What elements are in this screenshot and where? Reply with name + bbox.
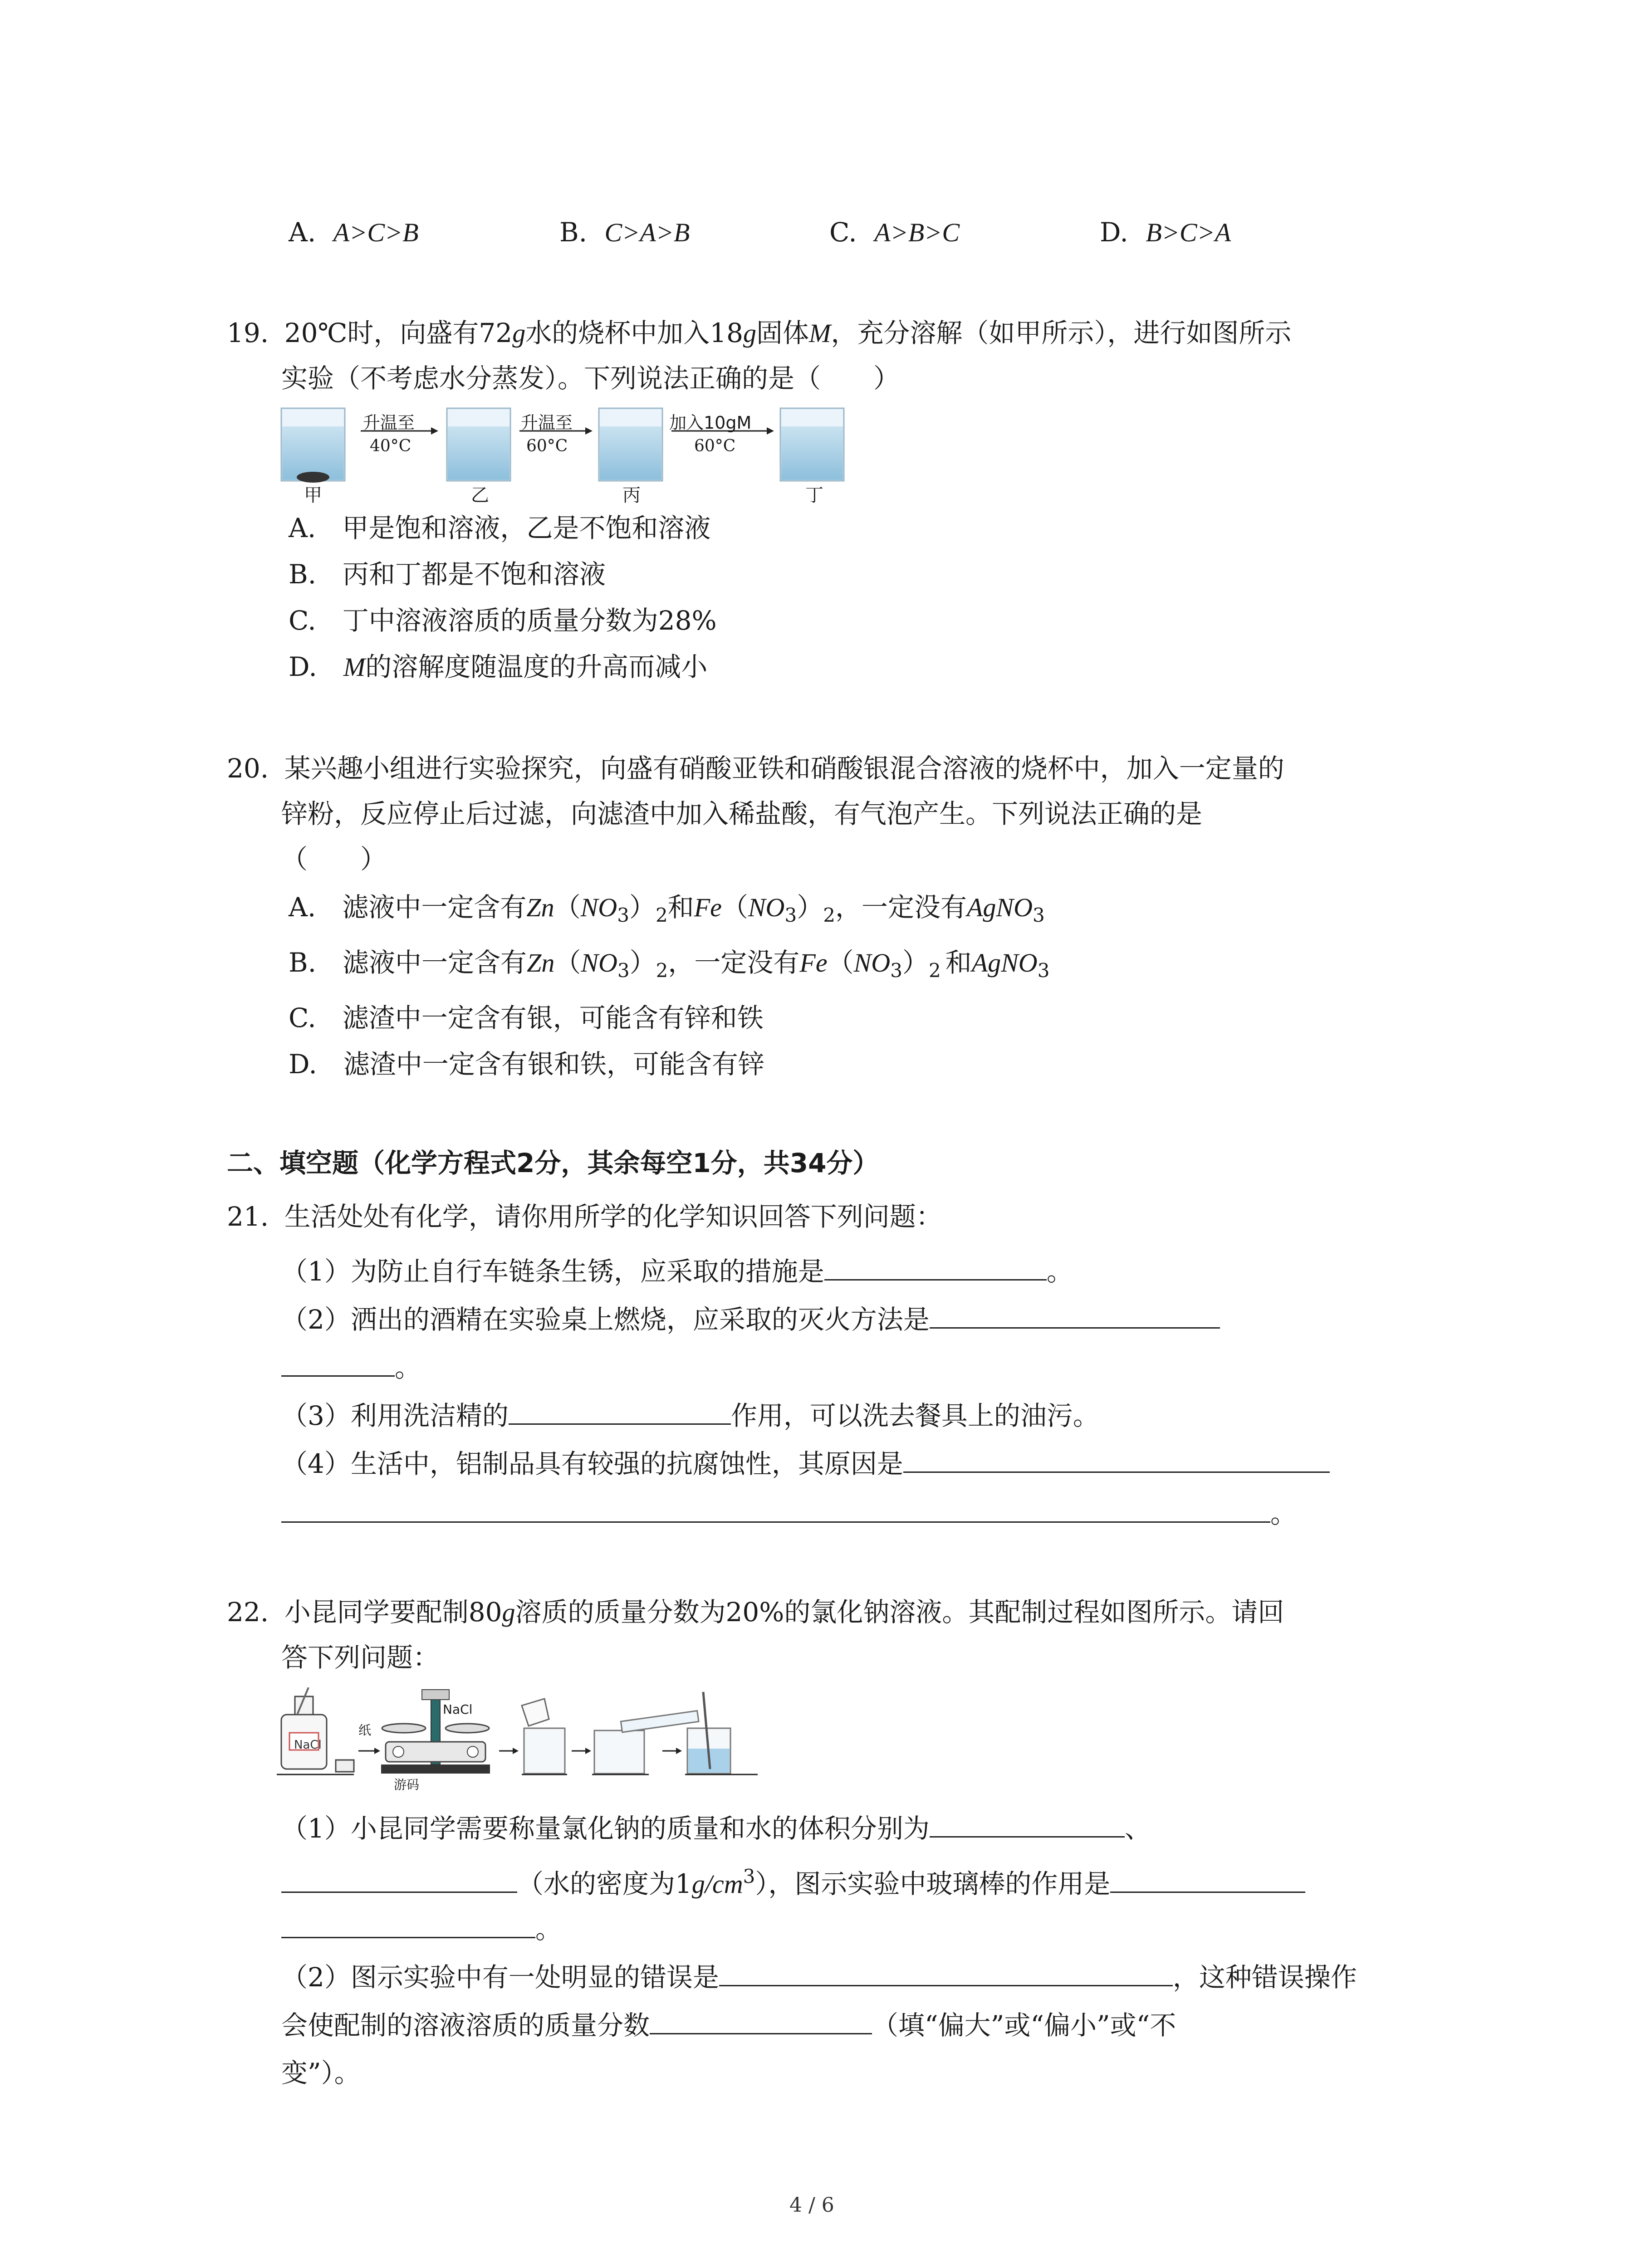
q21-part3: （3）利用洗洁精的 作用，可以洗去餐具上的油污。 [281,1400,1099,1431]
q21-part4: （4）生活中，铝制品具有较强的抗腐蚀性，其原因是 [281,1448,1330,1480]
q19-stem-line2: 实验（不考虑水分蒸发）。下列说法正确的是（ ） [281,363,900,394]
beaker-label-jia: 甲 [304,485,322,506]
q20-stem-line3: （ ） [281,844,387,875]
answer-blank[interactable] [930,1813,1125,1838]
q22-part2-line1: （2）图示实验中有一处明显的错误是 ，这种错误操作 [281,1962,1357,1993]
step2-label-bottom: 60°C [526,437,568,455]
q22-part2-line3: 变”）。 [281,2058,361,2088]
q20-stem-line2: 锌粉，反应停止后过滤，向滤渣中加入稀盐酸，有气泡产生。下列说法正确的是 [281,798,1203,829]
answer-blank[interactable] [1110,1868,1305,1893]
q19-option-c: C. 丁中溶液溶质的质量分数为28% [289,605,717,636]
q21-part1: （1）为防止自行车链条生锈，应采取的措施是 。 [281,1256,1073,1287]
step2-label-top: 升温至 [521,413,573,433]
q19-option-d: D. M的溶解度随温度的升高而减小 [289,651,708,682]
q22-part1-line2: （水的密度为$1g/cm^3$），图示实验中玻璃棒的作用是 [281,1865,1305,1900]
q21-stem: 21. 生活处处有化学，请你用所学的化学知识回答下列问题： [227,1201,942,1232]
answer-blank[interactable] [509,1400,731,1425]
page-number: 4 / 6 [789,2194,834,2217]
rider-label: 游码 [394,1777,420,1792]
beaker-ding [780,408,844,481]
step1-label-bottom: 40°C [370,437,411,455]
step3-label-bottom: 60°C [694,437,736,455]
answer-blank[interactable] [650,2009,872,2034]
beaker-jia [281,408,345,483]
answer-blank[interactable] [281,1913,535,1938]
beaker-with-cylinder [594,1711,699,1774]
q18-option-a: A. A>C>B [289,217,419,248]
q21-part4-cont: 。 [281,1498,1297,1530]
section-title: 二、填空题（化学方程式2分，其余每空1分，共34分） [227,1148,879,1178]
question-number: 20. [227,753,269,784]
answer-blank[interactable] [824,1256,1047,1281]
answer-blank[interactable] [281,1498,1270,1523]
q19-option-a: A. 甲是饱和溶液，乙是不饱和溶液 [289,513,711,543]
balance [381,1690,490,1774]
q22-part1-line3: 。 [281,1913,562,1945]
q20-option-c: C. 滤渣中一定含有银，可能含有锌和铁 [289,1002,764,1033]
reagent-bottle [281,1687,327,1769]
q21-part2: （2）洒出的酒精在实验桌上燃烧，应采取的灭火方法是 [281,1304,1220,1336]
beaker-label-ding: 丁 [805,485,823,506]
question-number: 22. [227,1597,269,1628]
beaker-stirring [687,1692,730,1774]
q22-stem-line2: 答下列问题： [281,1642,440,1673]
bottle-label: NaCl [294,1738,322,1752]
beaker-pouring [522,1699,565,1774]
q20-option-b: B. 滤液中一定含有$Zn(NO_3)_2$，一定没有$Fe(NO_3)_2$ 和AgNO$_3$ [289,947,1050,982]
q22-stem-line1: 22. 小昆同学要配制80g溶质的质量分数为20%的氯化钠溶液。其配制过程如图所示。请回 [227,1597,1284,1628]
answer-blank[interactable] [281,1352,395,1377]
question-number: 19. [227,318,269,348]
beaker-yi [447,408,510,481]
question-number: 21. [227,1201,269,1232]
q20-stem-line1: 20. 某兴趣小组进行实验探究，向盛有硝酸亚铁和硝酸银混合溶液的烧杯中，加入一定量的 [227,753,1284,784]
q20-option-d: D. 滤渣中一定含有银和铁，可能含有锌 [289,1049,764,1080]
q22-part1-line1: （1）小昆同学需要称量氯化钠的质量和水的体积分别为 、 [281,1813,1151,1844]
q19-stem-line1: 19. 20℃时，向盛有72g水的烧杯中加入18g固体M，充分溶解（如甲所示），进行如图所示 [227,318,1292,348]
q18-option-c: C. A>B>C [829,217,960,248]
q20-option-a: A. 滤液中一定含有$Zn(NO_3)_2$和$Fe(NO_3)_2$，一定没有AgNO$_3$ [289,892,1045,926]
q21-part2-cont: 。 [281,1352,421,1384]
step1-label-top: 升温至 [363,413,415,433]
beaker-bing [599,408,662,481]
beaker-label-bing: 丙 [622,485,641,506]
step3-label-top: 加入10gM [669,413,752,433]
q19-option-b: B. 丙和丁都是不饱和溶液 [289,559,606,590]
q22-part2-line2: 会使配制的溶液溶质的质量分数 （填“偏大”或“偏小”或“不 [281,2010,1176,2041]
answer-blank[interactable] [719,1961,1173,1986]
beaker-label-yi: 乙 [471,485,489,506]
q18-option-b: B. C>A>B [559,217,690,248]
answer-blank[interactable] [903,1448,1330,1473]
answer-blank[interactable] [930,1304,1220,1329]
q18-option-d: D. B>C>A [1100,217,1231,248]
reagent-label: NaCl [443,1702,473,1717]
answer-blank[interactable] [281,1868,517,1893]
q22-preparation-figure [277,1687,767,1805]
paper-label: 纸 [358,1723,372,1738]
